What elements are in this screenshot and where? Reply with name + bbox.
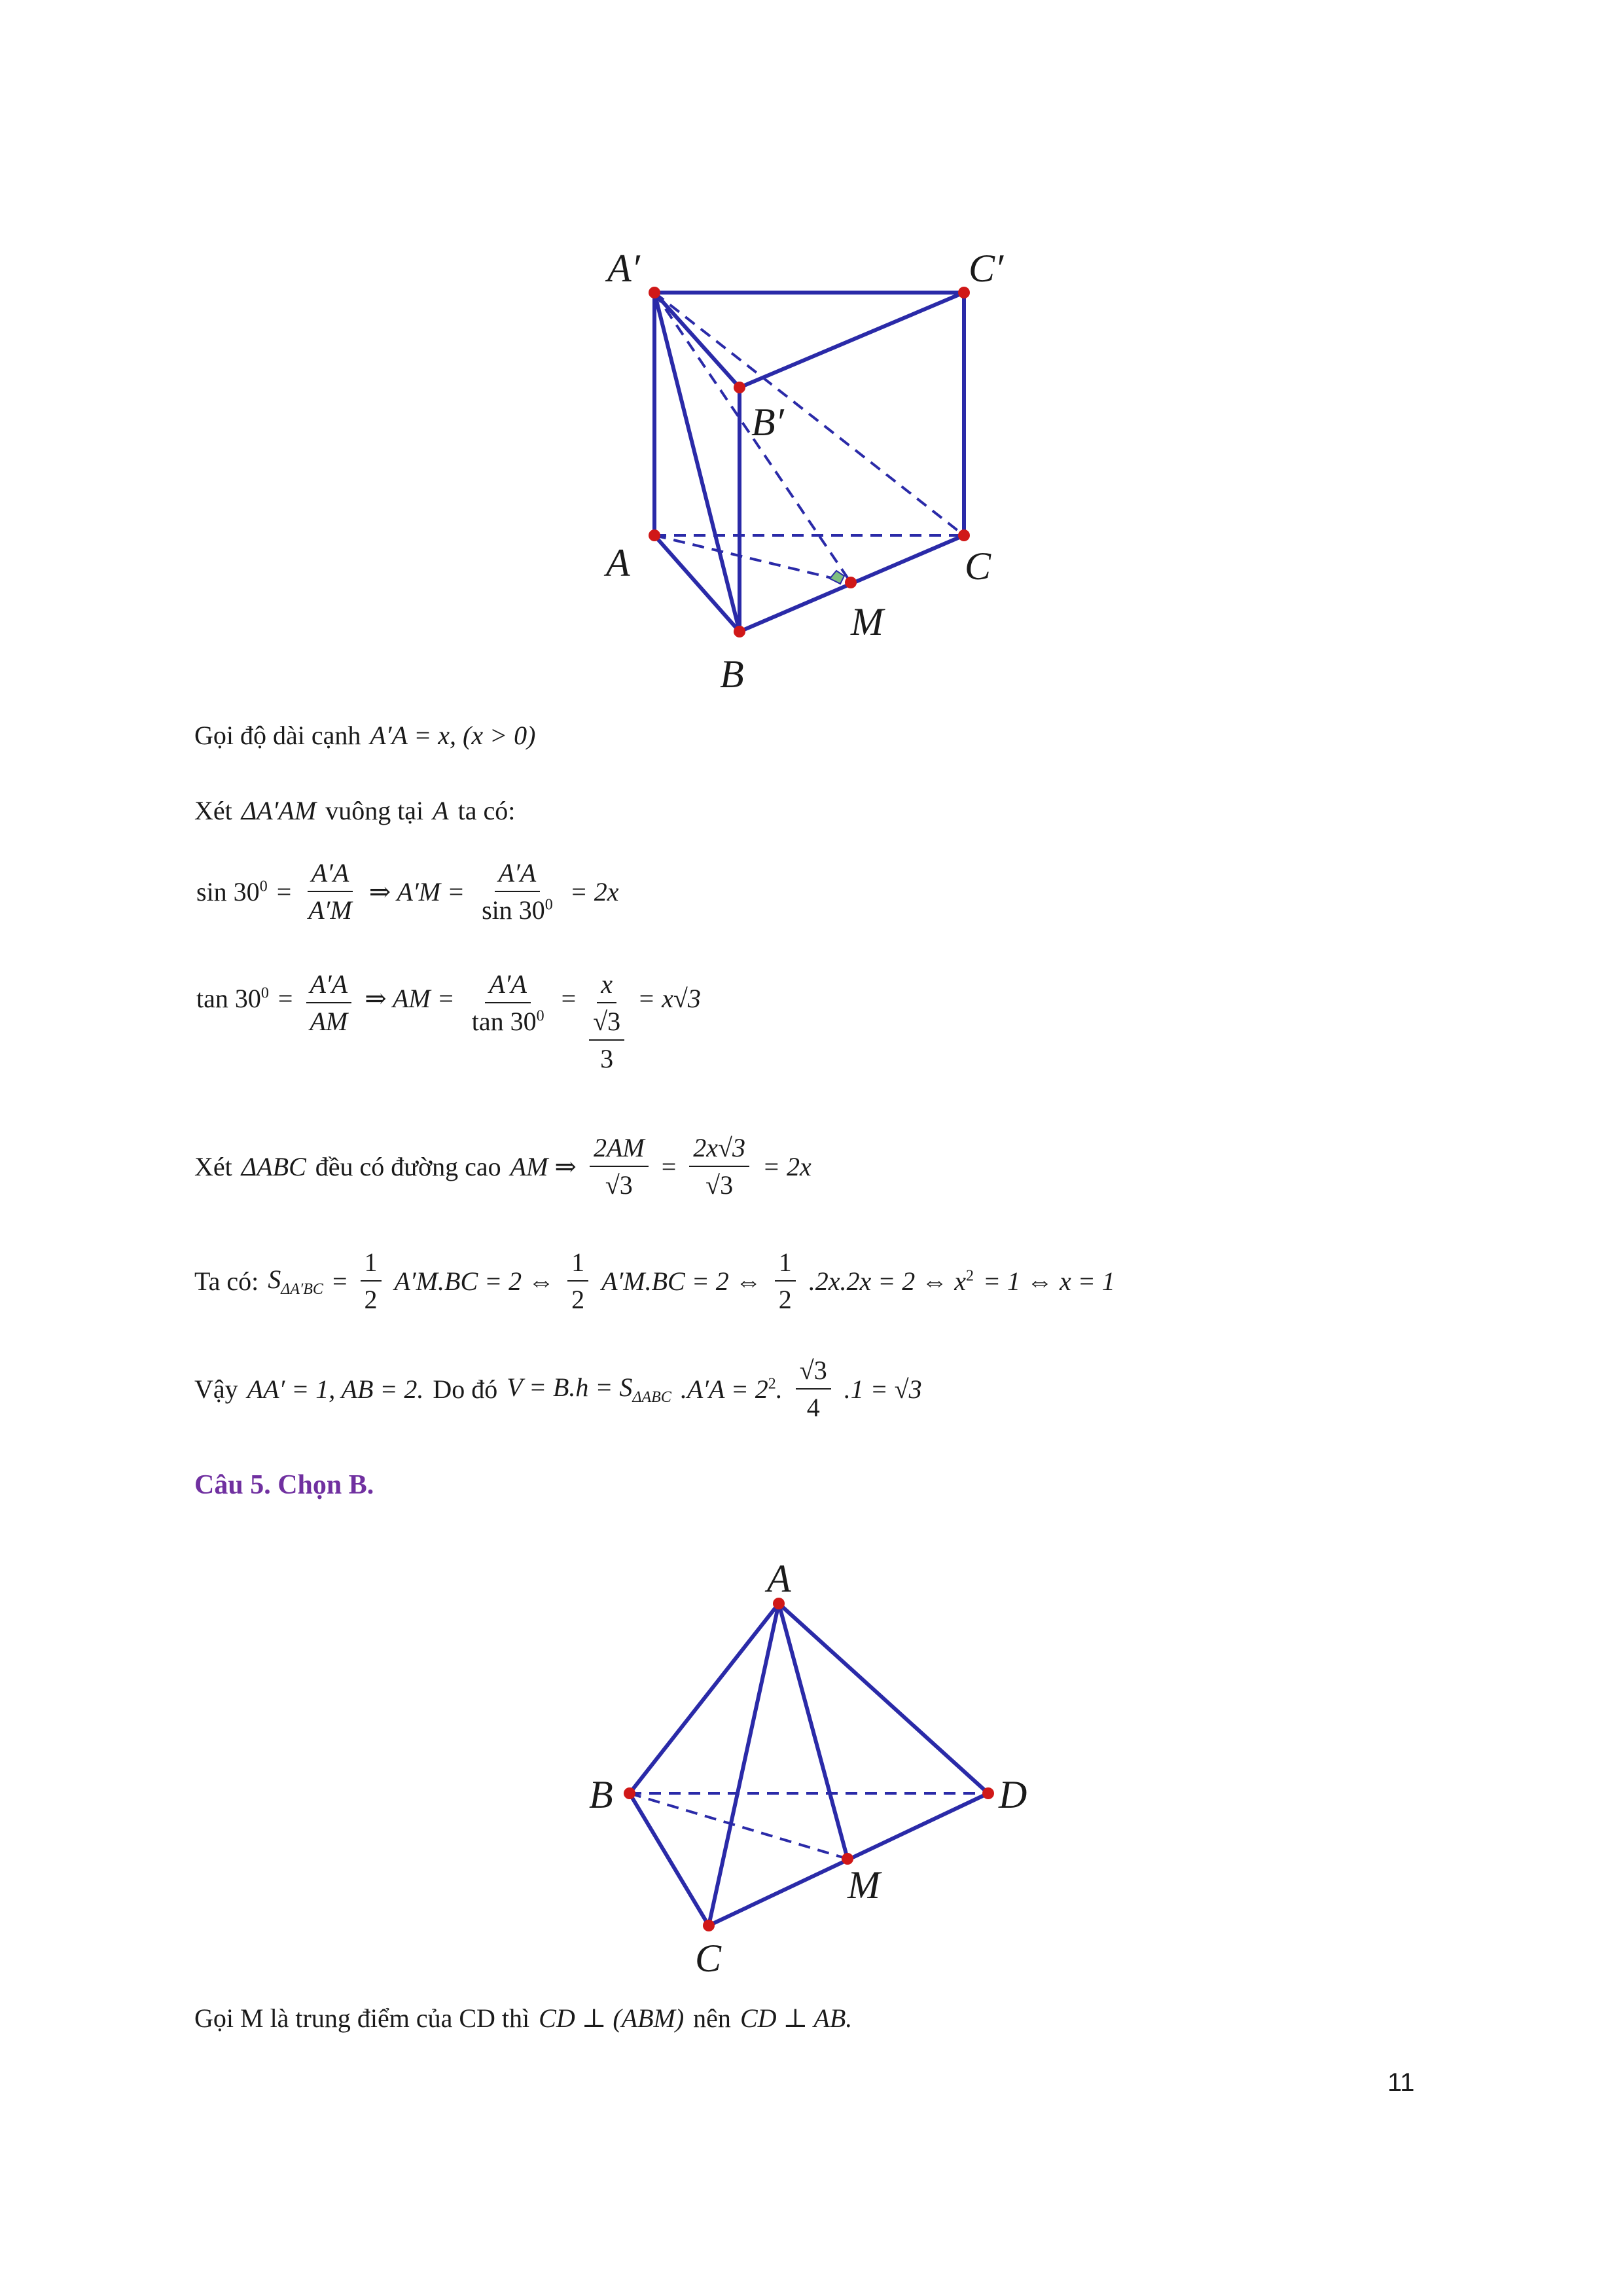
sin-lhs: $\sin 30^0$ xyxy=(196,876,268,906)
angle-mark xyxy=(830,571,844,584)
abc-triangle: ΔABC xyxy=(241,1151,306,1181)
label-a: A xyxy=(767,1557,791,1600)
edge-a-m xyxy=(779,1604,847,1859)
tan-fraction-3: $\frac{x}{\frac{√3}{3}}$ xyxy=(589,969,624,1074)
text-line-midpoint xyxy=(194,2003,852,2034)
text-line-area xyxy=(194,1247,1115,1315)
point-bprime xyxy=(734,382,745,393)
label-bprime: B′ xyxy=(751,401,784,444)
abc-am: AM ⇒ xyxy=(510,1151,577,1181)
taco-s: $S_{\Delta A'BC}$ xyxy=(268,1264,323,1298)
taco-p3: .2x.2x = 2 ⇔ $x^2$ xyxy=(808,1266,974,1296)
label-a: A xyxy=(606,541,630,584)
point-d xyxy=(982,1787,994,1799)
taco-p2: A′M.BC = 2 ⇔ xyxy=(601,1266,762,1296)
line1-math: A′A = x, (x > 0) xyxy=(370,721,536,750)
page-number: 11 xyxy=(1387,2068,1415,2097)
tan-eq2: = xyxy=(561,984,577,1013)
label-b: B xyxy=(589,1773,613,1816)
label-d: D xyxy=(999,1773,1027,1816)
point-aprime xyxy=(649,287,660,298)
edge-a-c xyxy=(709,1604,779,1926)
label-aprime: A′ xyxy=(607,247,640,290)
text-line-equilateral xyxy=(194,1132,812,1200)
point-b xyxy=(624,1787,635,1799)
abc-fraction-1: $\frac{2AM}{√3}$ xyxy=(590,1132,649,1200)
vay-result: .1 = √3 xyxy=(844,1374,922,1404)
taco-p1: A′M.BC = 2 ⇔ xyxy=(394,1266,555,1296)
last-m1: CD ⊥ (ABM) xyxy=(539,2003,685,2033)
sin-arrow: ⇒ A′M = xyxy=(368,876,465,906)
abc-pre: Xét xyxy=(194,1151,232,1181)
label-c: C xyxy=(965,545,991,588)
line2-post: ta có: xyxy=(457,796,516,825)
point-b xyxy=(734,626,745,637)
equation-tan xyxy=(196,969,701,1074)
sin-eq: = xyxy=(276,876,292,906)
line2-mid: vuông tại xyxy=(325,796,424,825)
taco-half-1: $\frac{1}{2}$ xyxy=(361,1247,382,1315)
label-c: C xyxy=(695,1937,722,1980)
text-line-volume xyxy=(194,1355,922,1423)
edge-bprime-cprime xyxy=(740,293,964,387)
line2-pre: Xét xyxy=(194,796,232,825)
label-b: B xyxy=(720,653,744,696)
vay-m3: $.A'A = 2^2$. xyxy=(680,1374,783,1404)
vay-pre: Vậy xyxy=(194,1374,238,1404)
last-mid: nên xyxy=(693,2003,731,2033)
sin-result: = 2x xyxy=(569,876,619,906)
line2-triangle: ΔA′AM xyxy=(241,796,317,825)
taco-eq: = xyxy=(332,1266,348,1296)
tan-arrow: ⇒ AM = xyxy=(365,984,455,1013)
label-m: M xyxy=(847,1863,880,1907)
equation-sin xyxy=(196,857,619,925)
vay-mid: Do đó xyxy=(433,1374,498,1404)
dash-a-m xyxy=(654,535,851,583)
vay-m2: $V = B.h = S_{\Delta ABC}$ xyxy=(507,1372,671,1406)
label-cprime: C′ xyxy=(969,247,1004,290)
abc-mid: đều có đường cao xyxy=(315,1151,501,1181)
edge-a-d xyxy=(779,1604,988,1793)
point-a xyxy=(649,529,660,541)
abc-eq: = xyxy=(661,1151,677,1181)
taco-half-2: $\frac{1}{2}$ xyxy=(567,1247,588,1315)
taco-p4: = 1 ⇔ x = 1 xyxy=(982,1266,1115,1296)
label-m: M xyxy=(851,600,883,643)
last-text: Gọi M là trung điểm của CD thì xyxy=(194,2003,530,2033)
line1-text: Gọi độ dài cạnh xyxy=(194,721,361,750)
line2-point: A xyxy=(433,796,449,825)
taco-half-3: $\frac{1}{2}$ xyxy=(775,1247,796,1315)
prism-figure xyxy=(0,0,1623,720)
text-line-right-triangle xyxy=(194,795,515,826)
tan-result: = x√3 xyxy=(637,984,701,1013)
tetrahedron-figure xyxy=(0,1538,1623,1996)
section-heading: Câu 5. Chọn B. xyxy=(194,1470,374,1500)
taco-pre: Ta có: xyxy=(194,1266,259,1296)
tan-fraction-2: $\frac{A'A}{\tan 30^0}$ xyxy=(471,969,544,1036)
dash-aprime-c xyxy=(654,293,964,535)
point-m xyxy=(845,577,857,588)
tan-fraction-1: $\frac{A'A}{AM}$ xyxy=(306,969,351,1037)
point-c xyxy=(703,1920,715,1931)
last-m2: CD ⊥ AB. xyxy=(740,2003,853,2033)
abc-result: = 2x xyxy=(762,1151,812,1181)
tan-lhs: $\tan 30^0$ xyxy=(196,984,269,1013)
vay-m1: AA′ = 1, AB = 2. xyxy=(247,1374,424,1404)
sin-fraction-2: $\frac{A'A}{\sin 30^0}$ xyxy=(482,858,553,925)
text-line-side-length xyxy=(194,720,535,751)
sin-fraction-1: $\frac{A'A}{A'M}$ xyxy=(308,858,352,925)
point-c xyxy=(958,529,970,541)
tan-eq: = xyxy=(277,984,293,1013)
abc-fraction-2: $\frac{2x√3}{√3}$ xyxy=(689,1132,749,1200)
vay-fraction: $\frac{√3}{4}$ xyxy=(796,1355,831,1423)
